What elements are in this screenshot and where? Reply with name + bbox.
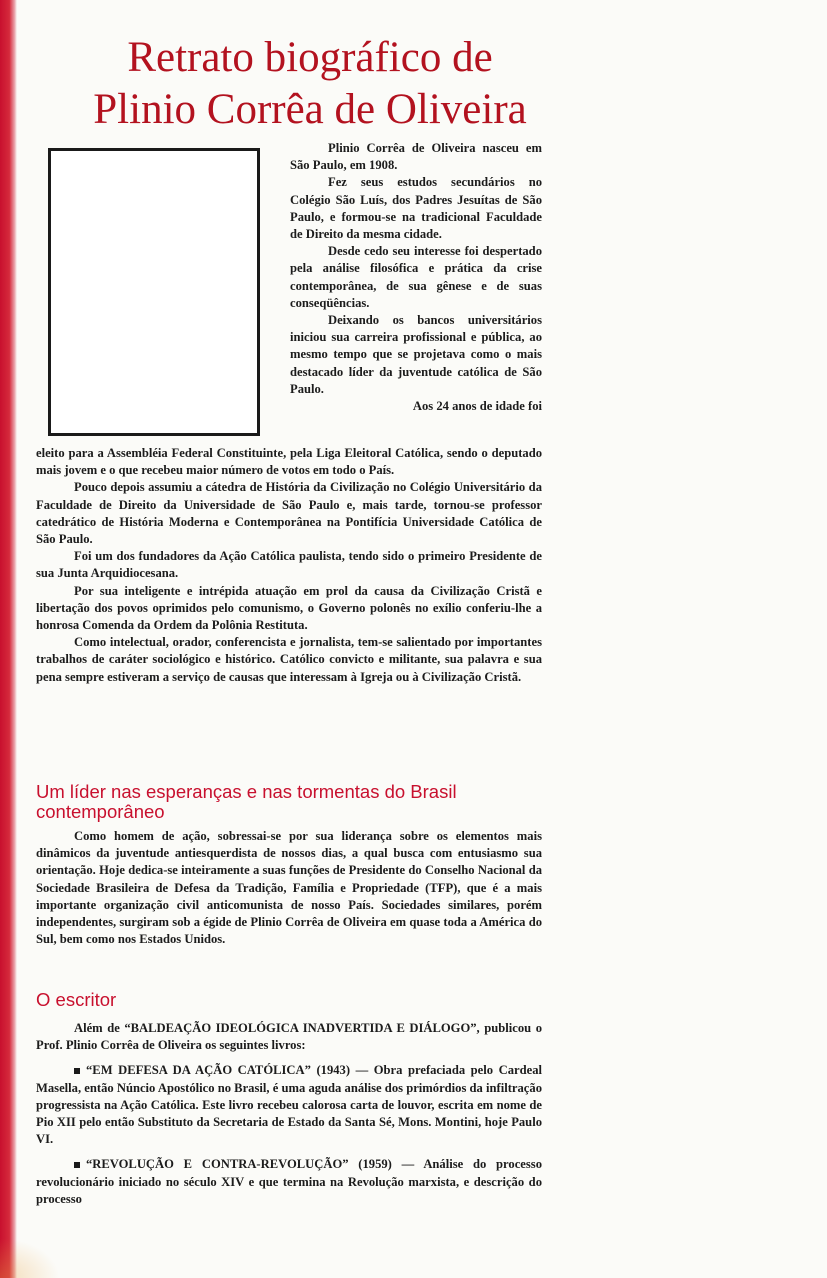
continuation-paragraph-5: Como intelectual, orador, conferencista e jornalista, tem-se salientado por importantes trabalhos de caráter sociológico e histórico. Católico convicto e militante, sua palavra e sua pena sempre estiveram a serviço de causas que interessam à Igreja ou à Civilização Cristã. — [36, 635, 542, 684]
section-leader-body — [36, 828, 542, 948]
continuation-paragraph-4: Por sua inteligente e intrépida atuação em prol da causa da Civilização Cristã e libertação dos povos oprimidos pelo comunismo, o Governo polonês no exílio conferiu-lhe a honrosa Comenda da Ordem da Polônia Restituta. — [36, 583, 542, 633]
book-item-2 — [36, 1156, 542, 1208]
bullet-icon — [74, 1068, 80, 1074]
intro-paragraph-5: Aos 24 anos de idade foi — [412, 399, 542, 414]
leader-paragraph: Como homem de ação, sobressai-se por sua liderança sobre os elementos mais dinâmicos da juventude antiesquerdista de nossos dias, a qual busca com entusiasmo sua orientação. Hoje dedica-se inteiramente a suas funções de Presidente do Conselho Nacional da Sociedade Brasileira de Defesa da Tradição, Família e Propriedade (TFP), que é a mais importante organização civil anticomunista de nosso País. Sociedades similares, porém independentes, surgiram sob a égide de Plinio Corrêa de Oliveira em quase toda a América do Sul, bem como nos Estados Unidos. — [36, 829, 542, 947]
page-title — [40, 32, 580, 136]
book-item-2-text: “REVOLUÇÃO E CONTRA-REVOLUÇÃO” (1959) — Análise do processo revolucionário iniciado no século XIV e que termina na Revolução marxista, e descrição do processo — [36, 1157, 542, 1206]
intro-paragraph-3: Desde cedo seu interesse foi despertado pela análise filosófica e prática da crise contemporânea, de sua gênese e de suas conseqüências. — [290, 244, 542, 310]
bullet-icon — [74, 1162, 80, 1168]
book-item-1 — [36, 1062, 542, 1148]
intro-column — [290, 140, 542, 415]
continuation-paragraph-1: eleito para a Assembléia Federal Constituinte, pela Liga Eleitoral Católica, sendo o deputado mais jovem e o que recebeu maior número de votos em todo o País. — [36, 446, 542, 478]
continuation-paragraph-3: Foi um dos fundadores da Ação Católica paulista, tendo sido o primeiro Presidente de sua Junta Arquidiocesana. — [36, 549, 542, 581]
continuation-paragraph-2: Pouco depois assumiu a cátedra de História da Civilização no Colégio Universitário da Faculdade de Direito da Universidade de São Paulo e, mais tarde, tornou-se professor catedrático de História Moderna e Contemporânea na Pontifícia Universidade Católica de São Paulo. — [36, 480, 542, 547]
writer-intro-paragraph: Além de “BALDEAÇÃO IDEOLÓGICA INADVERTIDA E DIÁLOGO”, publicou o Prof. Plinio Corrêa de Oliveira os seguintes livros: — [36, 1021, 542, 1053]
section-heading-leader: Um líder nas esperanças e nas tormentas do Brasil contemporâneo — [36, 781, 457, 822]
intro-paragraph-2: Fez seus estudos secundários no Colégio São Luís, dos Padres Jesuítas de São Paulo, e formou-se na tradicional Faculdade de Direito da mesma cidade. — [290, 175, 542, 242]
portrait-photo-frame — [48, 148, 260, 436]
section-writer-body — [36, 1020, 542, 1208]
intro-paragraph-1: Plinio Corrêa de Oliveira nasceu em São Paulo, em 1908. — [290, 141, 542, 173]
page-corner-shade — [0, 1238, 60, 1278]
red-page-edge — [0, 0, 17, 1278]
intro-paragraph-4: Deixando os bancos universitários iniciou sua carreira profissional e pública, ao mesmo tempo que se projetava como o mais destacado líder da juventude católica de São Paulo. — [290, 313, 542, 396]
biography-continuation — [36, 445, 542, 686]
title-line-1: Retrato biográfico de — [127, 34, 493, 81]
section-heading-writer: O escritor — [36, 989, 117, 1010]
book-item-1-text: “EM DEFESA DA AÇÃO CATÓLICA” (1943) — Obra prefaciada pelo Cardeal Masella, então Núncio Apostólico no Brasil, é uma aguda análise dos primórdios da infiltração progressista na Ação Católica. Este livro recebeu calorosa carta de louvor, escrita em nome de Pio XII pelo então Substituto da Secretaria de Estado da Santa Sé, Mons. Montini, hoje Paulo VI. — [36, 1063, 542, 1147]
title-line-2: Plinio Corrêa de Oliveira — [93, 86, 527, 133]
